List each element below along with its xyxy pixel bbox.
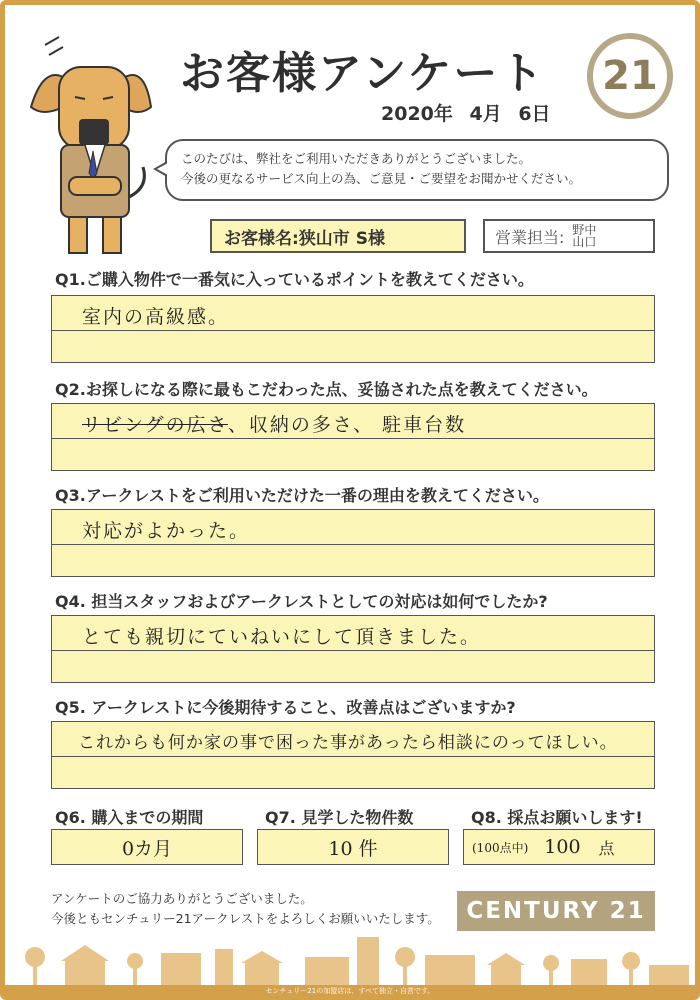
answer-8-box (463, 829, 655, 865)
greeting-line-2: 今後の更なるサービス向上の為、ご意見・ご要望をお聞かせください。 (181, 171, 582, 186)
answer-6-box (51, 829, 243, 865)
question-8: Q8. 採点お願いします! (471, 808, 643, 827)
answer-rule (52, 756, 654, 757)
closing-message (51, 889, 440, 929)
footer-fine-print: センチュリー21の加盟店は、すべて独立・自営です。 (265, 987, 435, 995)
answer-8-value: 100 (544, 836, 581, 858)
answer-8-prefix: (100点中) (472, 840, 529, 855)
answer-6-value: 0カ月 (121, 837, 173, 860)
answer-box-5 (51, 721, 655, 789)
century21-brand-logo: CENTURY 21 (457, 891, 655, 931)
answer-7-box (257, 829, 449, 865)
century21-circle-logo: 21 (587, 33, 673, 119)
question-2: Q2.お探しになる際に最もこだわった点、妥協された点を教えてください。 (55, 380, 598, 399)
answer-rule (52, 330, 654, 331)
answer-2-main-text: 、収納の多さ、 駐車台数 (227, 414, 467, 436)
sales-staff-name-2: 山口 (572, 235, 597, 249)
speech-bubble-tail-fill (157, 163, 168, 175)
closing-line-1: アンケートのご協力ありがとうございました。 (51, 891, 313, 906)
question-7: Q7. 見学した物件数 (265, 808, 414, 827)
question-1: Q1.ご購入物件で一番気に入っているポイントを教えてください。 (55, 270, 534, 289)
survey-date: 2020年 4月 6日 (381, 103, 551, 125)
mascot-dog-illustration (23, 27, 153, 257)
answer-rule (52, 438, 654, 439)
closing-line-2: 今後ともセンチュリー21アークレストをよろしくお願いいたします。 (51, 911, 440, 926)
question-3: Q3.アークレストをご利用いただけた一番の理由を教えてください。 (55, 486, 549, 505)
page-title: お客様アンケート (180, 48, 546, 99)
customer-name-box: お客様名:狭山市 S様 (210, 219, 466, 253)
question-4: Q4. 担当スタッフおよびアークレストとしての対応は如何でしたか? (55, 592, 548, 611)
sales-staff-name-1: 野中 (572, 223, 597, 237)
question-6: Q6. 購入までの期間 (55, 808, 204, 827)
answer-box-1 (51, 295, 655, 363)
answer-1-text: 室内の高級感。 (82, 306, 230, 328)
answer-4-text: とても親切にていねいにして頂きました。 (82, 626, 482, 648)
answer-7-value: 10 件 (328, 837, 378, 860)
answer-box-4 (51, 615, 655, 683)
answer-box-3 (51, 509, 655, 577)
greeting-line-1: このたびは、弊社をご利用いただきありがとうございました。 (181, 151, 532, 166)
answer-rule (52, 544, 654, 545)
answer-5-text: これからも何か家の事で困った事があったら相談にのってほしい。 (78, 733, 618, 753)
answer-2-struck-text: リビングの広さ (82, 414, 228, 436)
answer-3-text: 対応がよかった。 (82, 520, 251, 542)
sales-staff-names (572, 224, 596, 248)
greeting-speech-bubble (165, 139, 669, 201)
sales-staff-label: 営業担当: (495, 227, 565, 247)
question-5: Q5. アークレストに今後期待すること、改善点はございますか? (55, 698, 516, 717)
answer-rule (52, 650, 654, 651)
answer-2-text (82, 410, 466, 437)
sales-staff-box (483, 219, 655, 253)
answer-box-2 (51, 403, 655, 471)
answer-8-unit: 点 (598, 838, 615, 858)
town-skyline-illustration (5, 927, 695, 985)
